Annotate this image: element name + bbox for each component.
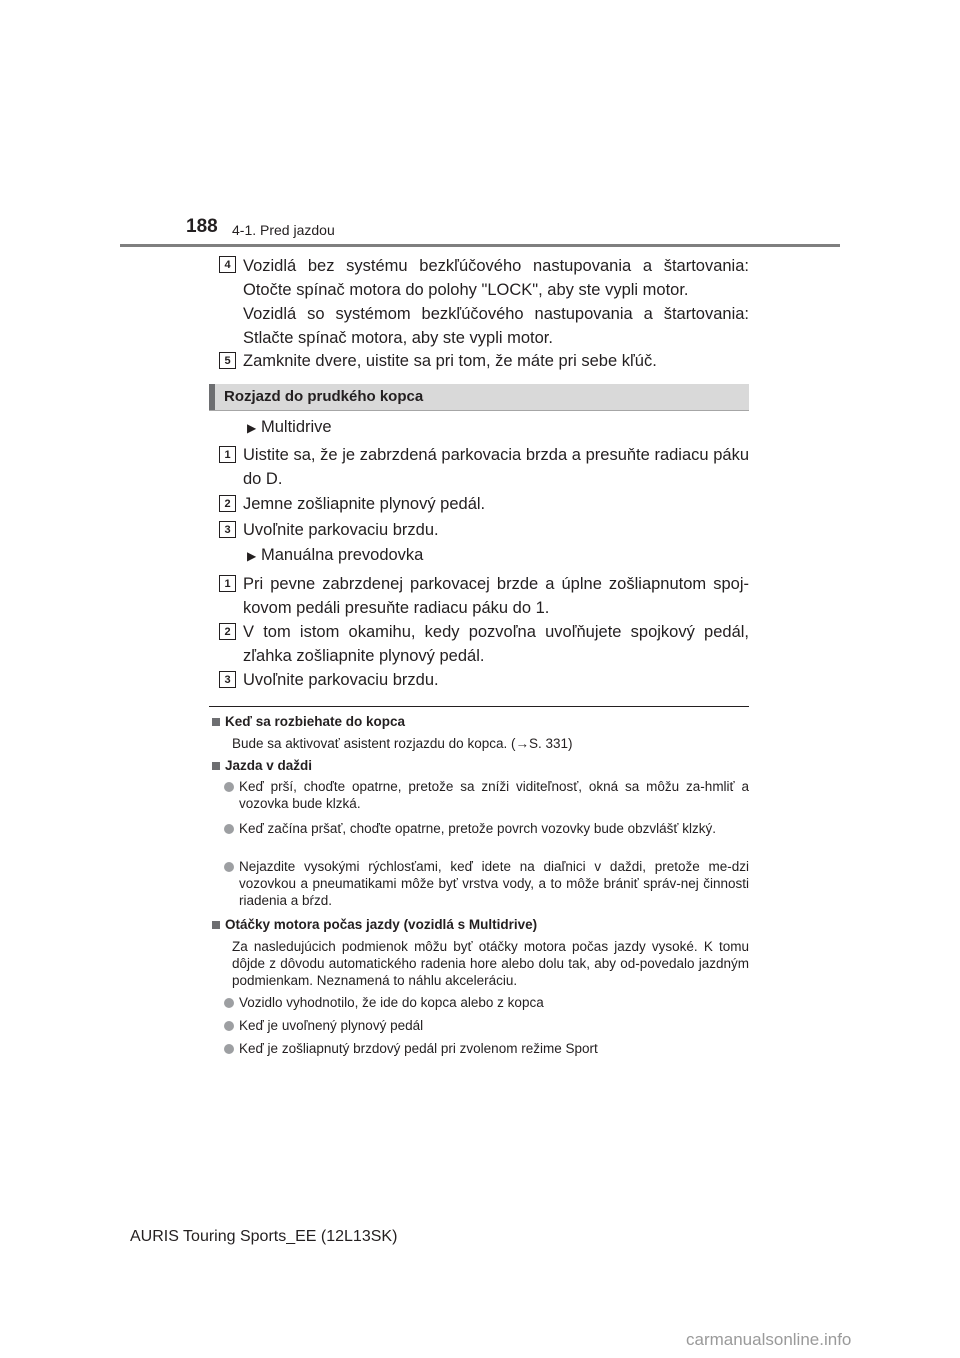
step-text: Pri pevne zabrzdenej parkovacej brzde a úplne zošliapnutom spoj-kovom pedáli presuňte radiacu páku do 1. bbox=[243, 575, 749, 617]
step-number: 2 bbox=[219, 623, 236, 640]
bullet-dot-icon bbox=[224, 824, 234, 834]
note-heading-text: Otáčky motora počas jazdy (vozidlá s Multidrive) bbox=[225, 917, 538, 932]
step-text: Uvoľnite parkovaciu brzdu. bbox=[243, 671, 439, 689]
step-text: Zamknite dvere, uistite sa pri tom, že máte pri sebe kľúč. bbox=[243, 352, 657, 370]
section-title: 4-1. Pred jazdou bbox=[232, 222, 335, 238]
note-heading bbox=[212, 917, 537, 932]
note-text: Za nasledujúcich podmienok môžu byť otáčky motora počas jazdy vysoké. K tomu dôjde z dôvodu automatického radenia hore alebo dolu tak, aby od-povedalo jazdným podmienkam. Neznamená to náhlu akceleráciu. bbox=[232, 939, 749, 988]
subsection-label: Manuálna prevodovka bbox=[261, 546, 424, 564]
step-number: 3 bbox=[219, 521, 236, 538]
bullet-dot-icon bbox=[224, 1044, 234, 1054]
step-text: Jemne zošliapnite plynový pedál. bbox=[243, 495, 486, 513]
bullet-dot-icon bbox=[224, 862, 234, 872]
header-rule bbox=[120, 244, 840, 247]
bullet-text: Keď prší, choďte opatrne, pretože sa zníži viditeľnosť, okná sa môžu za-hmliť a vozovka bude klzká. bbox=[239, 779, 749, 811]
section-heading-bar bbox=[209, 384, 749, 411]
square-bullet-icon bbox=[212, 762, 220, 770]
bullet-dot-icon bbox=[224, 998, 234, 1008]
section-heading: Rozjazd do prudkého kopca bbox=[224, 388, 424, 405]
step-number: 2 bbox=[219, 495, 236, 512]
bullet-text: Nejazdite vysokými rýchlosťami, keď idete na diaľnici v daždi, pretože me-dzi vozovkou a pneumatikami môže byť vrstva vody, a to môže brániť správ-nej činnosti riadenia a bŕzd. bbox=[239, 859, 749, 908]
square-bullet-icon bbox=[212, 718, 220, 726]
step-text: Uistite sa, že je zabrzdená parkovacia brzda a presuňte radiacu páku do D. bbox=[243, 446, 749, 488]
step-text: Uvoľnite parkovaciu brzdu. bbox=[243, 521, 439, 539]
bullet-text: Keď začína pršať, choďte opatrne, pretože povrch vozovky bude obzvlášť klzký. bbox=[239, 821, 716, 836]
step-text: Vozidlá bez systému bezkľúčového nastupovania a štartovania: Otočte spínač motora do polohy "LOCK", aby ste vypli motor. bbox=[243, 257, 749, 299]
page-number: 188 bbox=[186, 216, 218, 237]
triangle-bullet-icon: ▶ bbox=[247, 421, 257, 435]
note-heading-text: Keď sa rozbiehate do kopca bbox=[225, 714, 406, 729]
step-number: 1 bbox=[219, 575, 236, 592]
watermark-link[interactable]: carmanualsonline.info bbox=[686, 1330, 852, 1349]
bullet-dot-icon bbox=[224, 782, 234, 792]
note-text: Bude sa aktivovať asistent rozjazdu do kopca. (→S. 331) bbox=[232, 736, 573, 751]
bullet-dot-icon bbox=[224, 1021, 234, 1031]
section-accent bbox=[209, 384, 215, 410]
bullet-text: Keď je uvoľnený plynový pedál bbox=[239, 1018, 424, 1033]
step-number: 4 bbox=[219, 256, 236, 273]
triangle-bullet-icon: ▶ bbox=[247, 549, 257, 563]
note-heading bbox=[212, 714, 405, 729]
footer-text: AURIS Touring Sports_EE (12L13SK) bbox=[130, 1228, 398, 1245]
bullet-text: Keď je zošliapnutý brzdový pedál pri zvolenom režime Sport bbox=[239, 1041, 598, 1056]
divider bbox=[209, 706, 749, 707]
square-bullet-icon bbox=[212, 921, 220, 929]
step-text: V tom istom okamihu, kedy pozvoľna uvoľňujete spojkový pedál, zľahka zošliapnite plynový pedál. bbox=[243, 623, 749, 665]
subsection-label: Multidrive bbox=[261, 418, 332, 436]
note-heading-text: Jazda v daždi bbox=[225, 758, 313, 773]
bullet-text: Vozidlo vyhodnotilo, že ide do kopca alebo z kopca bbox=[239, 995, 544, 1010]
step-number: 1 bbox=[219, 446, 236, 463]
step-text: Vozidlá so systémom bezkľúčového nastupovania a štartovania: Stlačte spínač motora, aby ste vypli motor. bbox=[243, 305, 749, 347]
note-heading bbox=[212, 758, 312, 773]
step-number: 5 bbox=[219, 352, 236, 369]
step-number: 3 bbox=[219, 671, 236, 688]
